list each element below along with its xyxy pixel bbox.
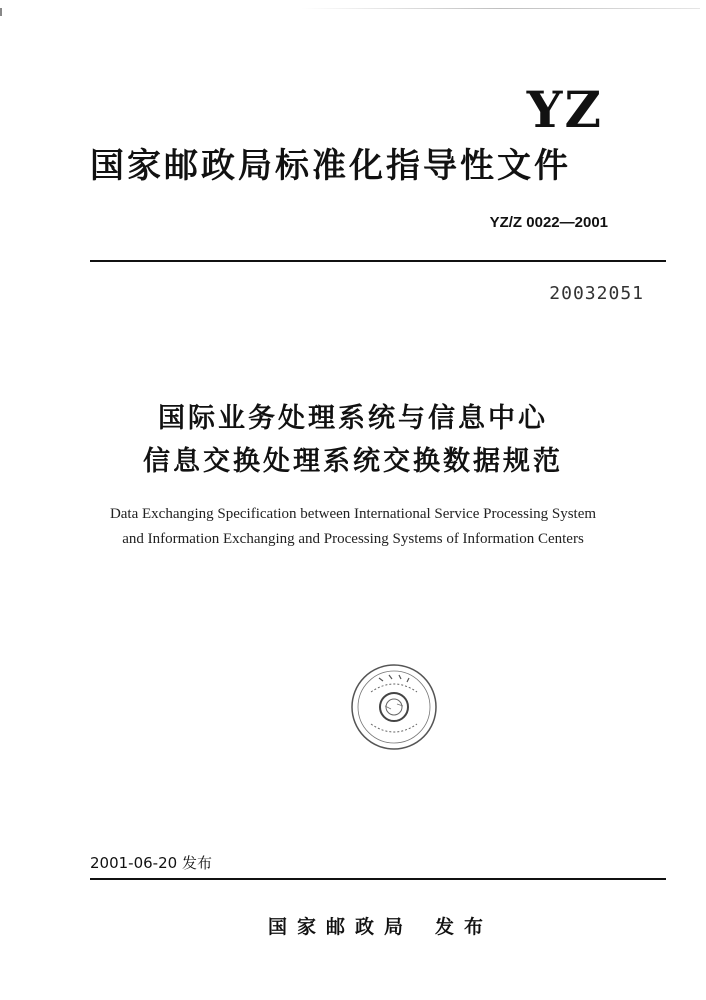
scan-speck bbox=[0, 8, 2, 16]
title-english-line-2: and Information Exchanging and Processing Systems of Information Centers bbox=[122, 531, 584, 547]
title-chinese-line-1: 国际业务处理系统与信息中心 bbox=[158, 403, 548, 434]
title-english-line-1: Data Exchanging Specification between International Service Processing System bbox=[109, 506, 597, 522]
library-seal-icon bbox=[349, 662, 439, 752]
top-divider bbox=[90, 260, 666, 262]
issuer-action: 发布 bbox=[435, 916, 494, 938]
document-number: YZ/Z 0022—2001 bbox=[489, 214, 608, 231]
scan-artifact-line bbox=[300, 8, 700, 9]
title-chinese-line-2: 信息交换处理系统交换数据规范 bbox=[143, 446, 563, 477]
issuer-line bbox=[268, 912, 493, 939]
series-mark: YZ bbox=[526, 80, 603, 139]
archive-stamp-number: 20032051 bbox=[549, 283, 644, 304]
document-type-heading: 国家邮政局标准化指导性文件 bbox=[90, 146, 571, 186]
issuer-name: 国家邮政局 bbox=[268, 916, 414, 938]
bottom-divider bbox=[90, 878, 666, 880]
issue-date: 2001-06-20 发布 bbox=[90, 854, 212, 872]
